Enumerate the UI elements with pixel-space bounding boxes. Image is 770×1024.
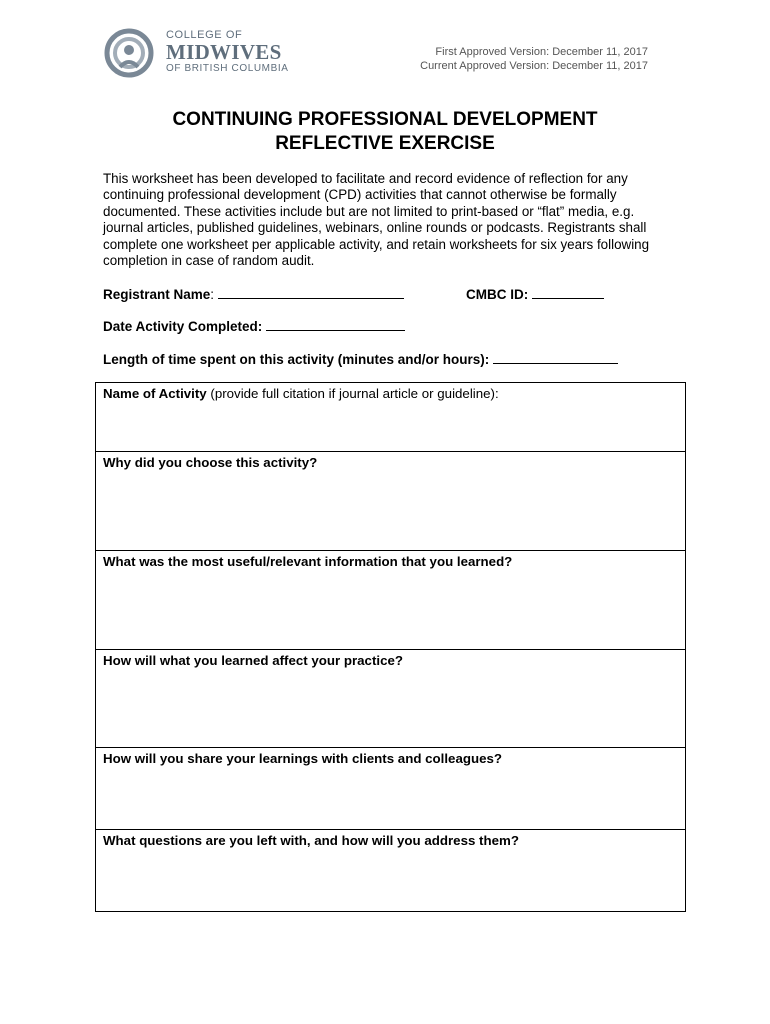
- row-useful-information[interactable]: [96, 551, 685, 650]
- name-of-activity-note: (provide full citation if journal article or guideline):: [206, 386, 499, 401]
- document-title: [0, 108, 770, 156]
- registrant-name-colon: :: [210, 287, 215, 302]
- logo-line-1: COLLEGE OF: [166, 29, 243, 41]
- cmbc-id-blank[interactable]: [532, 286, 604, 299]
- length-label: Length of time spent on this activity (minutes and/or hours):: [103, 352, 490, 367]
- intro-paragraph: This worksheet has been developed to facilitate and record evidence of reflection for any continuing professional development (CPD) activities that cannot otherwise be formally documented. These activities include but are not limited to print-based or “flat” media, e.g. journal articles, published guidelines, webinars, online rounds or podcasts. Registrants shall complete one worksheet per applicable activity, and retain worksheets for six years following completion in case of random audit.: [103, 171, 650, 269]
- registrant-name-label: Registrant Name: [103, 287, 211, 302]
- share-learnings-label: How will you share your learnings with clients and colleagues?: [103, 751, 502, 766]
- registrant-name-field: [103, 286, 404, 302]
- questions-label: What questions are you left with, and how will you address them?: [103, 833, 519, 848]
- row-questions[interactable]: [96, 830, 685, 911]
- useful-information-label: What was the most useful/relevant information that you learned?: [103, 554, 513, 569]
- date-completed-field: [103, 318, 405, 334]
- title-line-2: REFLECTIVE EXERCISE: [275, 133, 495, 154]
- reflection-table: [95, 382, 686, 912]
- date-completed-label: Date Activity Completed:: [103, 319, 263, 334]
- name-of-activity-label: Name of Activity: [103, 386, 207, 401]
- title-line-1: CONTINUING PROFESSIONAL DEVELOPMENT: [172, 109, 598, 130]
- logo-line-3: OF BRITISH COLUMBIA: [166, 63, 289, 74]
- college-logo: [104, 27, 304, 79]
- current-approved-version: Current Approved Version: December 11, 2017: [420, 60, 648, 72]
- midwives-logo-icon: [104, 27, 154, 79]
- length-field: [103, 351, 618, 367]
- row-affect-practice[interactable]: [96, 650, 685, 748]
- first-approved-version: First Approved Version: December 11, 2017: [435, 46, 648, 58]
- why-chosen-label: Why did you choose this activity?: [103, 455, 318, 470]
- version-info: [420, 45, 648, 73]
- logo-text: [166, 27, 289, 75]
- cmbc-id-field: [466, 286, 604, 302]
- date-completed-blank[interactable]: [266, 318, 405, 331]
- cmbc-id-label: CMBC ID:: [466, 287, 529, 302]
- length-blank[interactable]: [493, 351, 618, 364]
- row-share-learnings[interactable]: [96, 748, 685, 830]
- logo-line-2: MIDWIVES: [166, 40, 282, 64]
- row-name-of-activity[interactable]: [96, 383, 685, 452]
- affect-practice-label: How will what you learned affect your practice?: [103, 653, 403, 668]
- row-why-chosen[interactable]: [96, 452, 685, 551]
- registrant-name-blank[interactable]: [218, 286, 404, 299]
